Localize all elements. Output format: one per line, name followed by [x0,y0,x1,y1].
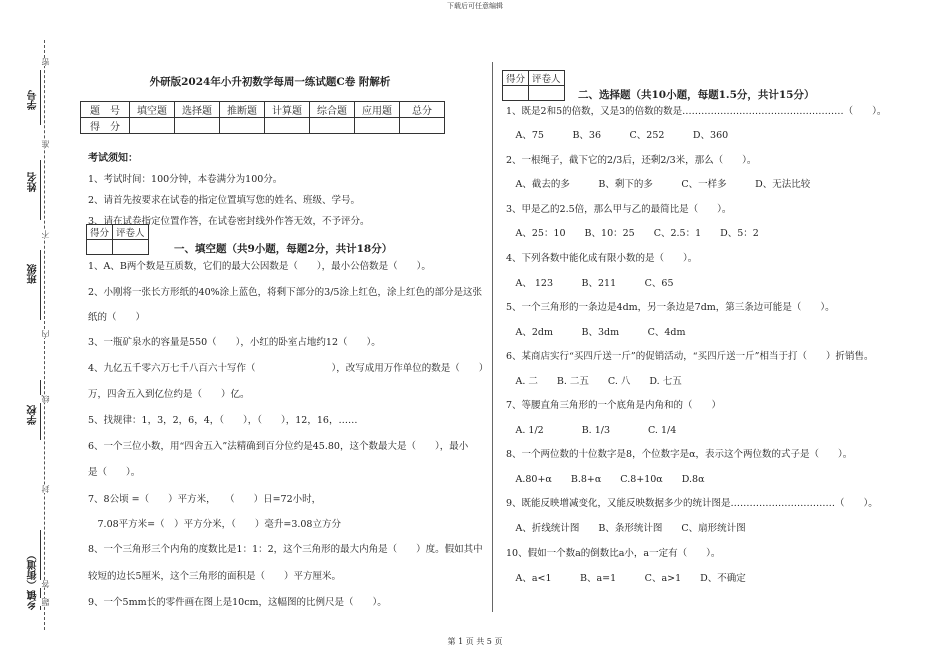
grader-name-label: 评卷人 [529,71,565,86]
question-line: 5、找规律：1，3，2，6，4，（ ），（ ），12，16，…… [88,415,358,426]
question-line: 1、既是2和5的倍数，又是3的倍数的数是……………………………………………（ ）。 [506,106,887,117]
page-header: 下载后可任意编辑 [447,2,503,10]
score-input-cell[interactable] [130,118,175,134]
score-table-score-row [81,118,445,134]
option-line: A. 1/2 B. 1/3 C. 1/4 [506,425,677,436]
score-input-cell[interactable] [265,118,310,134]
option-line: A、75 B、36 C、252 D、360 [506,130,729,141]
score-table [80,101,445,134]
question-line: 10、假如一个数a的倒数比a小，a一定有（ ）。 [506,548,721,559]
school-label: 学校 [28,405,39,425]
seal-char: 题 [41,598,50,606]
grader-score-label: 得分 [87,225,113,240]
grader-name-label: 评卷人 [113,225,149,240]
question-line: 4、下列各数中能化成有限小数的是（ ）。 [506,253,698,264]
question-line: 是（ ）。 [88,467,141,478]
question-line: 8、一个三角形三个内角的度数比是1：1：2，这个三角形的最大内角是（ ）度。假如其中 [88,544,483,555]
notice-item: 1、考试时间：100分钟，本卷满分为100分。 [88,174,283,185]
question-line: 3、甲是乙的2.5倍，那么甲与乙的最简比是（ ）。 [506,204,732,215]
option-line: A、25：10 B、10：25 C、2.5：1 D、5：2 [506,228,759,239]
notice-item: 2、请首先按要求在试卷的指定位置填写您的姓名、班级、学号。 [88,195,361,206]
score-table-header-row [81,102,445,118]
score-table-cell: 综合题 [310,102,355,118]
score-table-cell: 推断题 [220,102,265,118]
grader-box [502,70,565,101]
seal-char: 封 [41,485,50,493]
section1-title: 一、填空题（共9小题，每题2分，共计18分） [174,243,393,255]
question-line: 纸的（ ） [88,312,146,323]
score-input-cell[interactable] [310,118,355,134]
question-line: 9、既能反映增减变化，又能反映数据多少的统计图是……………………………（ ）。 [506,498,878,509]
question-line: 7、8公顷 =（ ）平方米， （ ）日=72小时， [88,494,322,505]
seal-char: 密 [41,58,50,66]
score-input-cell[interactable] [355,118,400,134]
score-table-cell: 题 号 [81,102,130,118]
question-line: 5、一个三角形的一条边是4dm，另一条边是7dm，第三条边可能是（ ）。 [506,302,835,313]
seal-char: 内 [41,330,50,338]
option-line: A、 123 B、211 C、65 [506,278,674,289]
seal-char: 线 [41,395,50,403]
question-line: 7.08平方米=（ ）平方分米，（ ）毫升=3.08立方分 [88,519,341,530]
grader-name-cell[interactable] [113,240,149,255]
grader-score-label: 得分 [503,71,529,86]
question-line: 7、等腰直角三角形的一个底角是内角和的（ ） [506,400,722,411]
page-footer: 第 1 页 共 5 页 [447,637,503,646]
question-line: 较短的边长5厘米，这个三角形的面积是（ ）平方厘米。 [88,571,342,582]
question-line: 6、某商店实行“买四斤送一斤”的促销活动，“买四斤送一斤”相当于打（ ）折销售。 [506,351,874,362]
option-line: A、折线统计图 B、条形统计图 C、扇形统计图 [506,523,746,534]
column-divider [492,62,493,612]
question-line: 6、一个三位小数，用“四舍五入”法精确到百分位约是45.80，这个数最大是（ ），最小 [88,441,469,452]
score-table-cell: 填空题 [130,102,175,118]
question-line: 2、一根绳子，截下它的2/3后，还剩2/3米，那么（ ）。 [506,155,757,166]
seal-char: 不 [41,230,50,238]
question-line: 2、小刚将一张长方形纸的40%涂上蓝色，将剩下部分的3/5涂上红色，涂上红色的部分是这张 [88,287,482,298]
score-table-cell: 选择题 [175,102,220,118]
option-line: A、a<1 B、a=1 C、a>1 D、不确定 [506,573,746,584]
score-table-cell: 得 分 [81,118,130,134]
question-line: 9、一个5mm长的零件画在图上是10cm，这幅图的比例尺是（ ）。 [88,597,387,608]
section2-title: 二、选择题（共10小题，每题1.5分，共计15分） [578,89,815,101]
grader-score-cell[interactable] [87,240,113,255]
notice-heading: 考试须知： [88,153,138,164]
seal-char: 答 [41,580,50,588]
name-label: 姓名 [28,172,39,192]
score-input-cell[interactable] [400,118,445,134]
exam-title: 外研版2024年小升初数学每周一练试题C卷 附解析 [149,76,391,88]
option-line: A、截去的多 B、剩下的多 C、一样多 D、无法比较 [506,179,811,190]
question-line: 万，四舍五入到亿位约是（ ）亿。 [88,389,250,400]
grader-name-cell[interactable] [529,86,565,101]
question-line: 8、一个两位数的十位数字是8，个位数字是α，表示这个两位数的式子是（ ）。 [506,449,853,460]
score-input-cell[interactable] [220,118,265,134]
question-line: 3、一瓶矿泉水的容量是550（ ），小红的卧室占地约12（ ）。 [88,337,381,348]
grader-score-cell[interactable] [503,86,529,101]
township-label: 乡镇（街道） [28,550,39,610]
seal-char: 准 [41,140,50,148]
score-table-cell: 计算题 [265,102,310,118]
option-line: A、2dm B、3dm C、4dm [506,327,686,338]
class-label: 班级 [28,264,39,284]
option-line: A. 二 B. 二五 C. 八 D. 七五 [506,376,682,387]
notice-item: 3、请在试卷指定位置作答，在试卷密封线外作答无效，不予评分。 [88,216,370,227]
score-table-cell: 总分 [400,102,445,118]
question-line: 4、九亿五千零六万七千八百六十写作（ ），改写成用万作单位的数是（ ） [88,363,489,374]
option-line: A.80+α B.8+α C.8+10α D.8α [506,474,705,485]
question-line: 1、A、B两个数是互质数，它们的最大公因数是（ ），最小公倍数是（ ）。 [88,261,431,272]
score-input-cell[interactable] [175,118,220,134]
class-underline [40,250,41,320]
student-id-label: 学号 [28,90,39,110]
score-table-cell: 应用题 [355,102,400,118]
grader-box [86,224,149,255]
